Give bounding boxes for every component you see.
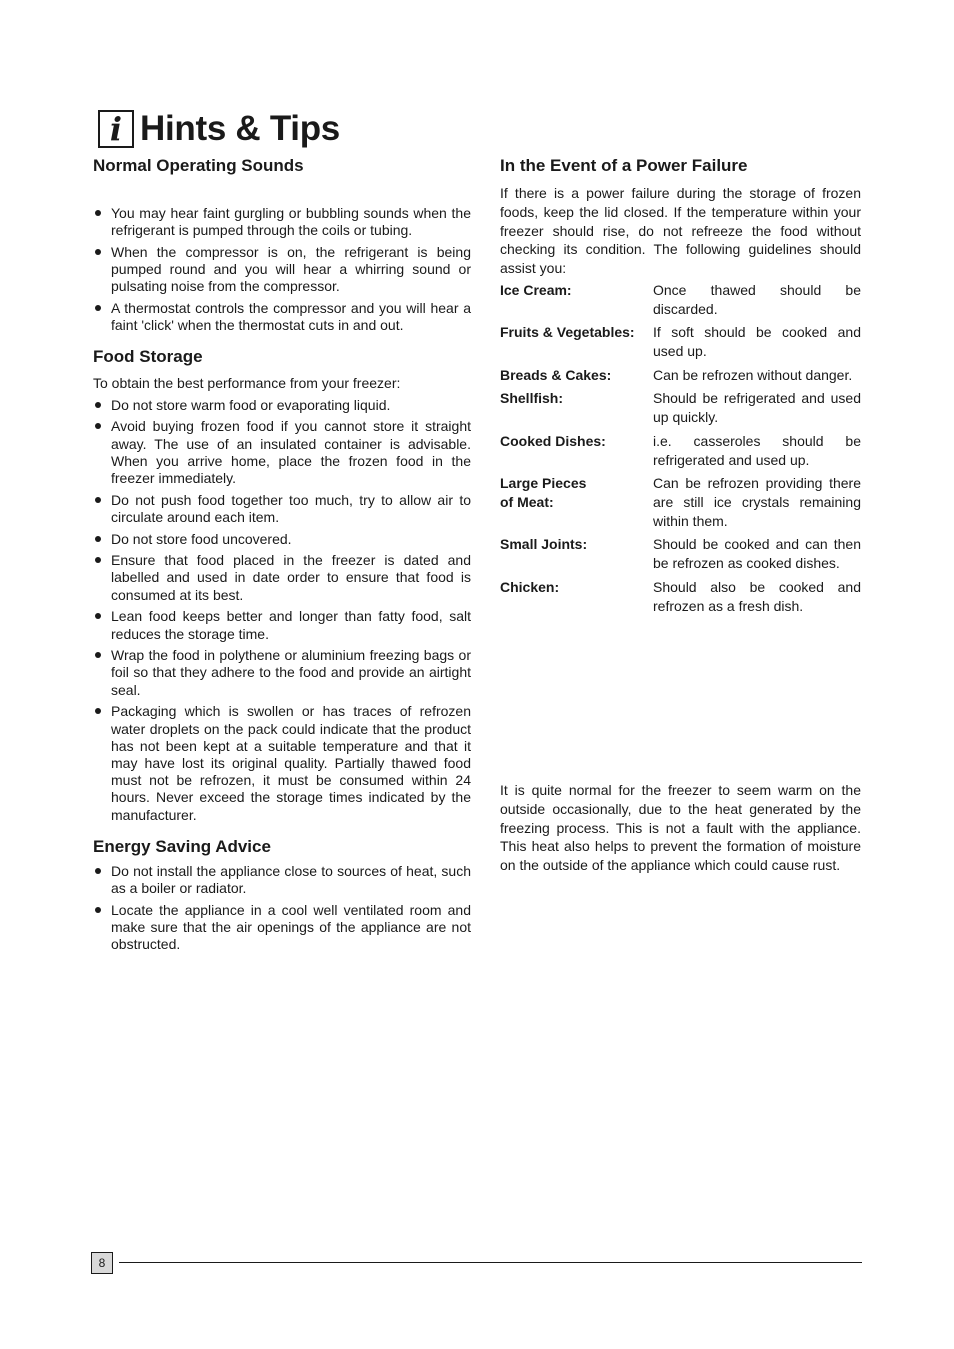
table-row xyxy=(500,474,861,535)
table-row xyxy=(500,323,861,365)
list-item: Wrap the food in polythene or aluminium freezing bags or foil so that they adhere to the food and provide an airtight seal. xyxy=(93,647,471,699)
list-item: Do not store food uncovered. xyxy=(93,531,471,548)
list-item: A thermostat controls the compressor and you will hear a faint 'click' when the thermostat cuts in and out. xyxy=(93,300,471,334)
bullet-icon xyxy=(95,423,101,429)
bullet-icon xyxy=(95,652,101,658)
sounds-heading: Normal Operating Sounds xyxy=(93,156,304,175)
food-label: Ice Cream: xyxy=(500,281,572,298)
bullet-icon xyxy=(95,907,101,913)
food-advice: Should be cooked and can then be refrozen as cooked dishes. xyxy=(653,536,861,572)
table-row xyxy=(500,578,861,620)
bullet-icon xyxy=(95,613,101,619)
food-advice: Should be refrigerated and used up quickly. xyxy=(653,390,861,426)
food-advice: Should also be cooked and refrozen as a fresh dish. xyxy=(653,578,861,614)
food-label: Cooked Dishes: xyxy=(500,432,606,449)
list-item: Lean food keeps better and longer than fatty food, salt reduces the storage time. xyxy=(93,608,471,642)
food-advice: Can be refrozen without danger. xyxy=(653,366,853,383)
table-row xyxy=(500,389,861,431)
food-label: Breads & Cakes: xyxy=(500,366,612,383)
right-column xyxy=(500,154,861,620)
energy-list xyxy=(93,863,471,954)
list-item: Do not store warm food or evaporating liquid. xyxy=(93,397,471,414)
list-item: Packaging which is swollen or has traces of refrozen water droplets on the pack could indicate that the product has not been kept at a suitable temperature and that it may have lost its original quality. Partially thawed food must not be refrozen, it must be consumed within 24 hours. Never exceed the storage times indicated by the manufacturer. xyxy=(93,703,471,823)
storage-list xyxy=(93,397,471,824)
food-label: Large Pieces of Meat: xyxy=(500,475,587,510)
food-label: Chicken: xyxy=(500,578,560,595)
list-item: Do not push food together too much, try to allow air to circulate around each item. xyxy=(93,492,471,526)
power-heading: In the Event of a Power Failure xyxy=(500,156,748,175)
table-row xyxy=(500,535,861,577)
list-item: You may hear faint gurgling or bubbling sounds when the refrigerant is pumped through the coils or tubing. xyxy=(93,205,471,239)
food-advice: If soft should be cooked and used up. xyxy=(653,324,861,360)
bullet-icon xyxy=(95,868,101,874)
table-row xyxy=(500,432,861,474)
list-item: When the compressor is on, the refrigerant is being pumped round and you will hear a whirring sound or pulsating noise from the compressor. xyxy=(93,244,471,296)
bullet-icon xyxy=(95,305,101,311)
food-advice: Once thawed should be discarded. xyxy=(653,281,861,317)
footer-rule xyxy=(119,1262,862,1263)
page-title: Hints & Tips xyxy=(140,109,340,148)
table-row xyxy=(500,366,861,390)
bullet-icon xyxy=(95,536,101,542)
title-block xyxy=(98,106,340,152)
list-item: Locate the appliance in a cool well ventilated room and make sure that the air openings of the appliance are not obstructed. xyxy=(93,902,471,954)
bullet-icon xyxy=(95,557,101,563)
food-advice: i.e. casseroles should be refrigerated and used up. xyxy=(653,432,861,468)
bullet-icon xyxy=(95,497,101,503)
storage-intro: To obtain the best performance from your freezer: xyxy=(93,375,401,392)
bullet-icon xyxy=(95,708,101,714)
energy-heading: Energy Saving Advice xyxy=(93,836,271,856)
info-icon: i xyxy=(98,110,134,148)
power-intro: If there is a power failure during the storage of frozen foods, keep the lid closed. If the temperature within your freezer should rise, do not refreeze the food without checking its condition. The following guidelines should assist you: xyxy=(500,185,861,277)
table-row xyxy=(500,281,861,323)
power-guidelines-table xyxy=(500,281,861,620)
storage-heading: Food Storage xyxy=(93,347,203,367)
bullet-icon xyxy=(95,210,101,216)
bullet-icon xyxy=(95,249,101,255)
page-number: 8 xyxy=(91,1252,113,1274)
food-label: Shellfish: xyxy=(500,390,564,407)
food-label: Fruits & Vegetables: xyxy=(500,324,635,341)
list-item: Do not install the appliance close to sources of heat, such as a boiler or radiator. xyxy=(93,863,471,897)
sounds-list xyxy=(93,205,471,334)
left-column xyxy=(93,154,471,958)
food-advice: Can be refrozen providing there are still ice crystals remaining within them. xyxy=(653,475,861,529)
list-item: Ensure that food placed in the freezer is dated and labelled and used in date order to ensure that food is consumed at its best. xyxy=(93,552,471,604)
bullet-icon xyxy=(95,402,101,408)
warm-exterior-note: It is quite normal for the freezer to seem warm on the outside occasionally, due to the heat generated by the freezing process. This is not a fault with the appliance. This heat also helps to prevent the formation of moisture on the outside of the appliance which could cause rust. xyxy=(500,782,861,874)
list-item: Avoid buying frozen food if you cannot store it straight away. The use of an insulated container is advisable. When you arrive home, place the frozen food in the freezer immediately. xyxy=(93,418,471,487)
food-label: Small Joints: xyxy=(500,536,588,553)
